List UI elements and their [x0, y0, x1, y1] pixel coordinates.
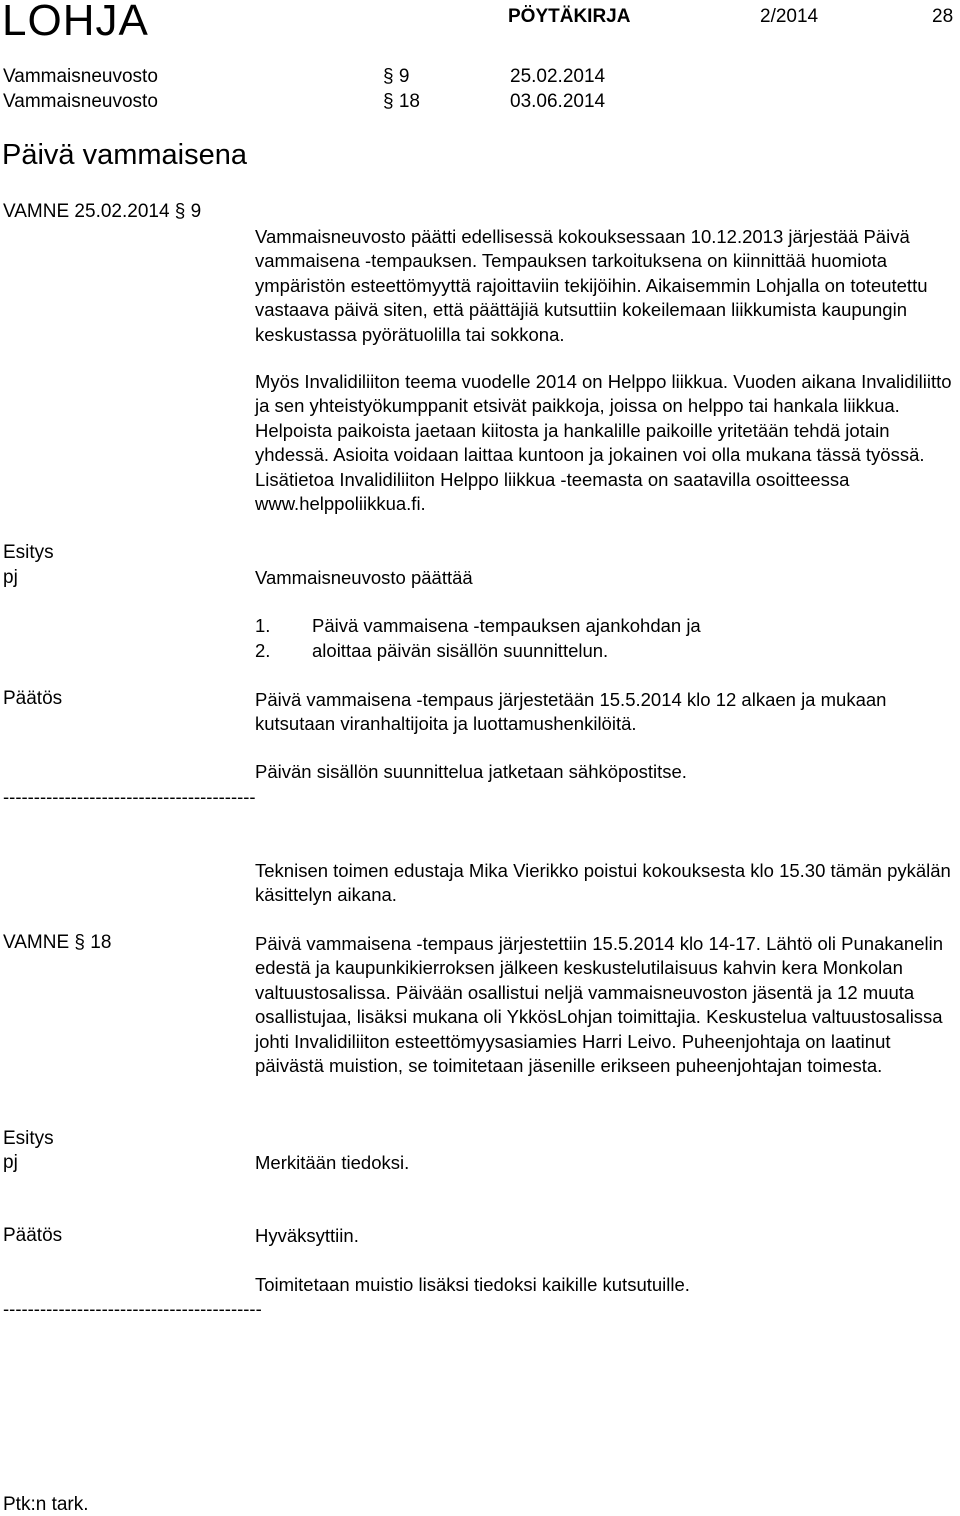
item2-paatos-label: Päätös [3, 1225, 63, 1246]
item2-decision-2: Toimitetaan muistio lisäksi tiedoksi kaikille kutsutuille. [255, 1274, 690, 1295]
item2-reference: VAMNE § 18 [3, 932, 112, 953]
reference-date-1: 25.02.2014 [510, 66, 606, 87]
item1-paragraph-1: Vammaisneuvosto päätti edellisessä kokouksessaan 10.12.2013 järjestää Päivä vammaisena -tempauksen. Tempauksen tarkoituksena on kiinnittää huomiota ympäristön esteettömyyttä rajoittaviin tekijöihin. Aikaisemmin Lohjalla on toteutettu vastaava päivä siten, että päättäjiä kutsuttiin kokeilemaan liikkumista kaupungin keskustassa pyörätuolilla tai sokkona. [255, 226, 928, 345]
lohja-logo: LOHJA [2, 0, 149, 45]
item2-decision-1: Hyväksyttiin. [255, 1225, 359, 1246]
item2-proposal: Merkitään tiedoksi. [255, 1152, 410, 1173]
item2-pj-label: pj [3, 1152, 18, 1173]
reference-body-2: Vammaisneuvosto [3, 91, 158, 112]
item1-esitys-label: Esitys [3, 542, 54, 563]
reference-body-1: Vammaisneuvosto [3, 66, 158, 87]
reference-section-2: § 18 [383, 91, 420, 112]
page-number: 28 [932, 6, 954, 27]
item1-list-item-2 [255, 640, 608, 662]
item2-esitys-label: Esitys [3, 1128, 54, 1149]
item1-paatos-label: Päätös [3, 688, 63, 709]
item2-separator: ------------------------------------------ [3, 1298, 262, 1319]
item1-decision-1: Päivä vammaisena -tempaus järjestetään 15.5.2014 klo 12 alkaen ja mukaan kutsutaan viranhaltijoita ja luottamushenkilöitä. [255, 689, 887, 735]
list-text: aloittaa päivän sisällön suunnittelun. [312, 640, 609, 661]
list-number: 1. [255, 615, 271, 636]
item1-pj-label: pj [3, 567, 18, 588]
document-number: 2/2014 [760, 6, 819, 27]
item1-proposal: Vammaisneuvosto päättää [255, 567, 473, 588]
reference-date-2: 03.06.2014 [510, 91, 606, 112]
list-number: 2. [255, 640, 271, 661]
document-type: PÖYTÄKIRJA [508, 6, 631, 27]
item1-decision-2: Päivän sisällön suunnittelua jatketaan sähköpostitse. [255, 761, 687, 782]
footer-ptk-tark: Ptk:n tark. [3, 1494, 89, 1515]
item1-paragraph-2: Myös Invalidiliiton teema vuodelle 2014 on Helppo liikkua. Vuoden aikana Invalidiliitto ja sen yhteistyökumppanit etsivät paikkoja, joissa on helppo tai hankala liikkua. Helpoista paikoista jaetaan kiitosta ja hankalille paikoille yritetään tehdä jotain yhdessä. Asioita voidaan laittaa kuntoon ja jokainen voi olla mukana tässä työssä. Lisätietoa Invalidiliiton Helppo liikkua -teemasta on saatavilla osoitteessa www.helppoliikkua.fi. [255, 371, 952, 515]
reference-section-1: § 9 [383, 66, 410, 87]
item2-note: Teknisen toimen edustaja Mika Vierikko poistui kokouksesta klo 15.30 tämän pykälän käsittelyn aikana. [255, 860, 951, 906]
item1-separator: ----------------------------------------- [3, 786, 256, 807]
item1-list-item-1 [255, 615, 701, 637]
page-title: Päivä vammaisena [2, 139, 247, 171]
list-text: Päivä vammaisena -tempauksen ajankohdan ja [312, 615, 701, 636]
item1-reference: VAMNE 25.02.2014 § 9 [3, 201, 202, 222]
item2-paragraph-1: Päivä vammaisena -tempaus järjestettiin 15.5.2014 klo 14-17. Lähtö oli Punakanelin edestä ja kaupunkikierroksen jälkeen keskustelutilaisuus kahvin kera Monkolan valtuustosalissa. Päivään osallistui neljä vammaisneuvoston jäsentä ja 12 muuta osallistujaa, lisäksi mukana oli YkkösLohjan toimittajia. Keskustelua valtuustosalissa johti Invalidiliiton esteettömyysasiamies Harri Leivo. Puheenjohtaja on laatinut päivästä muistion, se toimitetaan jäsenille erikseen puheenjohtajan toimesta. [255, 933, 943, 1077]
